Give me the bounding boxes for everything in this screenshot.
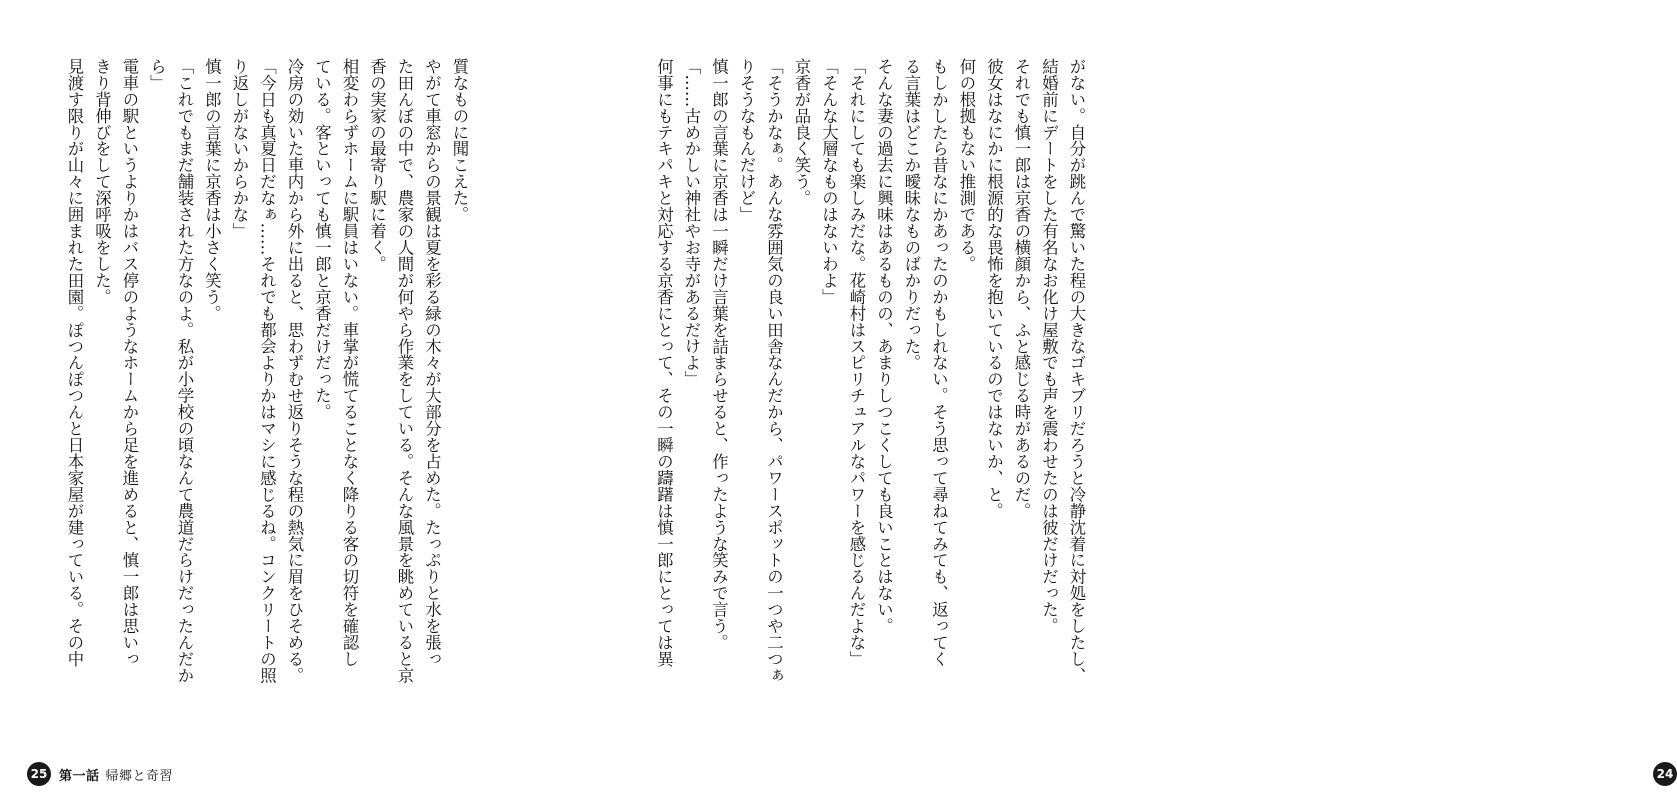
text-line: 「これでもまだ舗装された方なのよ。私が小学校の頃なんて農道だらけだったんだか <box>175 58 194 684</box>
page-number-badge: 24 <box>1653 762 1677 786</box>
text-line: ら」 <box>147 58 167 91</box>
right-page-text <box>650 58 1090 730</box>
text-line: る言葉はどこか曖昧なものばかりだった。 <box>902 58 921 371</box>
text-line: 冷房の効いた車内から外に出ると、思わずむせ返りそうな程の熱気に眉をひそめる。 <box>285 58 304 684</box>
text-line: ている。客といっても慎一郎と京香だけだった。 <box>312 58 332 421</box>
text-line: り返しがないからかな」 <box>230 58 249 240</box>
chapter-label: 第一話 <box>59 768 100 784</box>
text-line: 慎一郎の言葉に京香は小さく笑う。 <box>202 58 222 322</box>
right-folio <box>1653 762 1677 786</box>
text-line: それでも慎一郎は京香の横顔から、ふと感じる時があるのだ。 <box>1012 58 1031 519</box>
text-line: 京香が品良く笑う。 <box>792 58 811 207</box>
text-line: やがて車窓からの景観は夏を彩る緑の木々が大部分を占めた。たっぷりと水を張っ <box>422 58 442 668</box>
text-line: 慎一郎の言葉に京香は一瞬だけ言葉を詰まらせると、作ったような笑みで言う。 <box>709 58 729 651</box>
text-line: りそうなもんだけど」 <box>737 58 756 223</box>
text-line: 見渡す限りが山々に囲まれた田園。ぽつんぽつんと日本家屋が建っている。その中 <box>65 58 84 668</box>
text-line: もしかしたら昔なにかあったのかもしれない。そう思って尋ねてみても、返ってく <box>929 58 949 668</box>
text-line: 相変わらずホームに駅員はいない。車掌が慌てることなく降りる客の切符を確認し <box>340 58 359 668</box>
text-line: きり背伸びをして深呼吸をした。 <box>92 58 112 305</box>
page-number-badge: 25 <box>27 762 51 786</box>
text-line: 電車の駅というよりかはバス停のようなホームから足を進めると、慎一郎は思いっ <box>120 58 139 668</box>
left-page <box>0 0 567 800</box>
text-line: 「今日も真夏日だなぁ……それでも都会よりかはマシに感じるね。コンクリートの照 <box>257 58 277 684</box>
text-line: 香の実家の最寄り駅に着く。 <box>367 58 387 272</box>
text-line: 「……古めかしい神社やお寺があるだけよ」 <box>682 58 701 388</box>
chapter-title: 帰郷と奇習 <box>105 768 174 784</box>
text-line: 「そうかなぁ。あんな雰囲気の良い田舎なんだから、パワースポットの一つや二つぁ <box>764 58 784 684</box>
text-line: 質なものに聞こえた。 <box>450 58 469 223</box>
text-line: 結婚前にデートをした有名なお化け屋敷でも声を震わせたのは彼だけだった。 <box>1039 58 1059 635</box>
text-line: た田んぼの中で、農家の人間が何やら作業をしている。そんな風景を眺めていると京 <box>395 58 414 684</box>
text-line: がない。自分が跳んで驚いた程の大きなゴキブリだろうと冷静沈着に対処をしたし、 <box>1067 58 1086 684</box>
text-line: 「それにしても楽しみだな。花崎村はスピリチュアルなパワーを感じるんだよな」 <box>847 58 866 668</box>
text-line: 彼女はなにかに根源的な畏怖を抱いているのではないか、と。 <box>984 58 1004 519</box>
left-page-text <box>61 58 474 730</box>
left-folio <box>27 762 173 786</box>
text-line: 何事にもテキパキと対応する京香にとって、その一瞬の躊躇は慎一郎にとっては異 <box>654 58 674 668</box>
text-line: そんな妻の過去に興味はあるものの、あまりしつこくしても良いことはない。 <box>874 58 894 635</box>
right-page <box>567 0 1674 800</box>
text-line: 何の根拠もない推測である。 <box>957 58 976 272</box>
text-line: 「そんな大層なものはないわよ」 <box>819 58 839 305</box>
